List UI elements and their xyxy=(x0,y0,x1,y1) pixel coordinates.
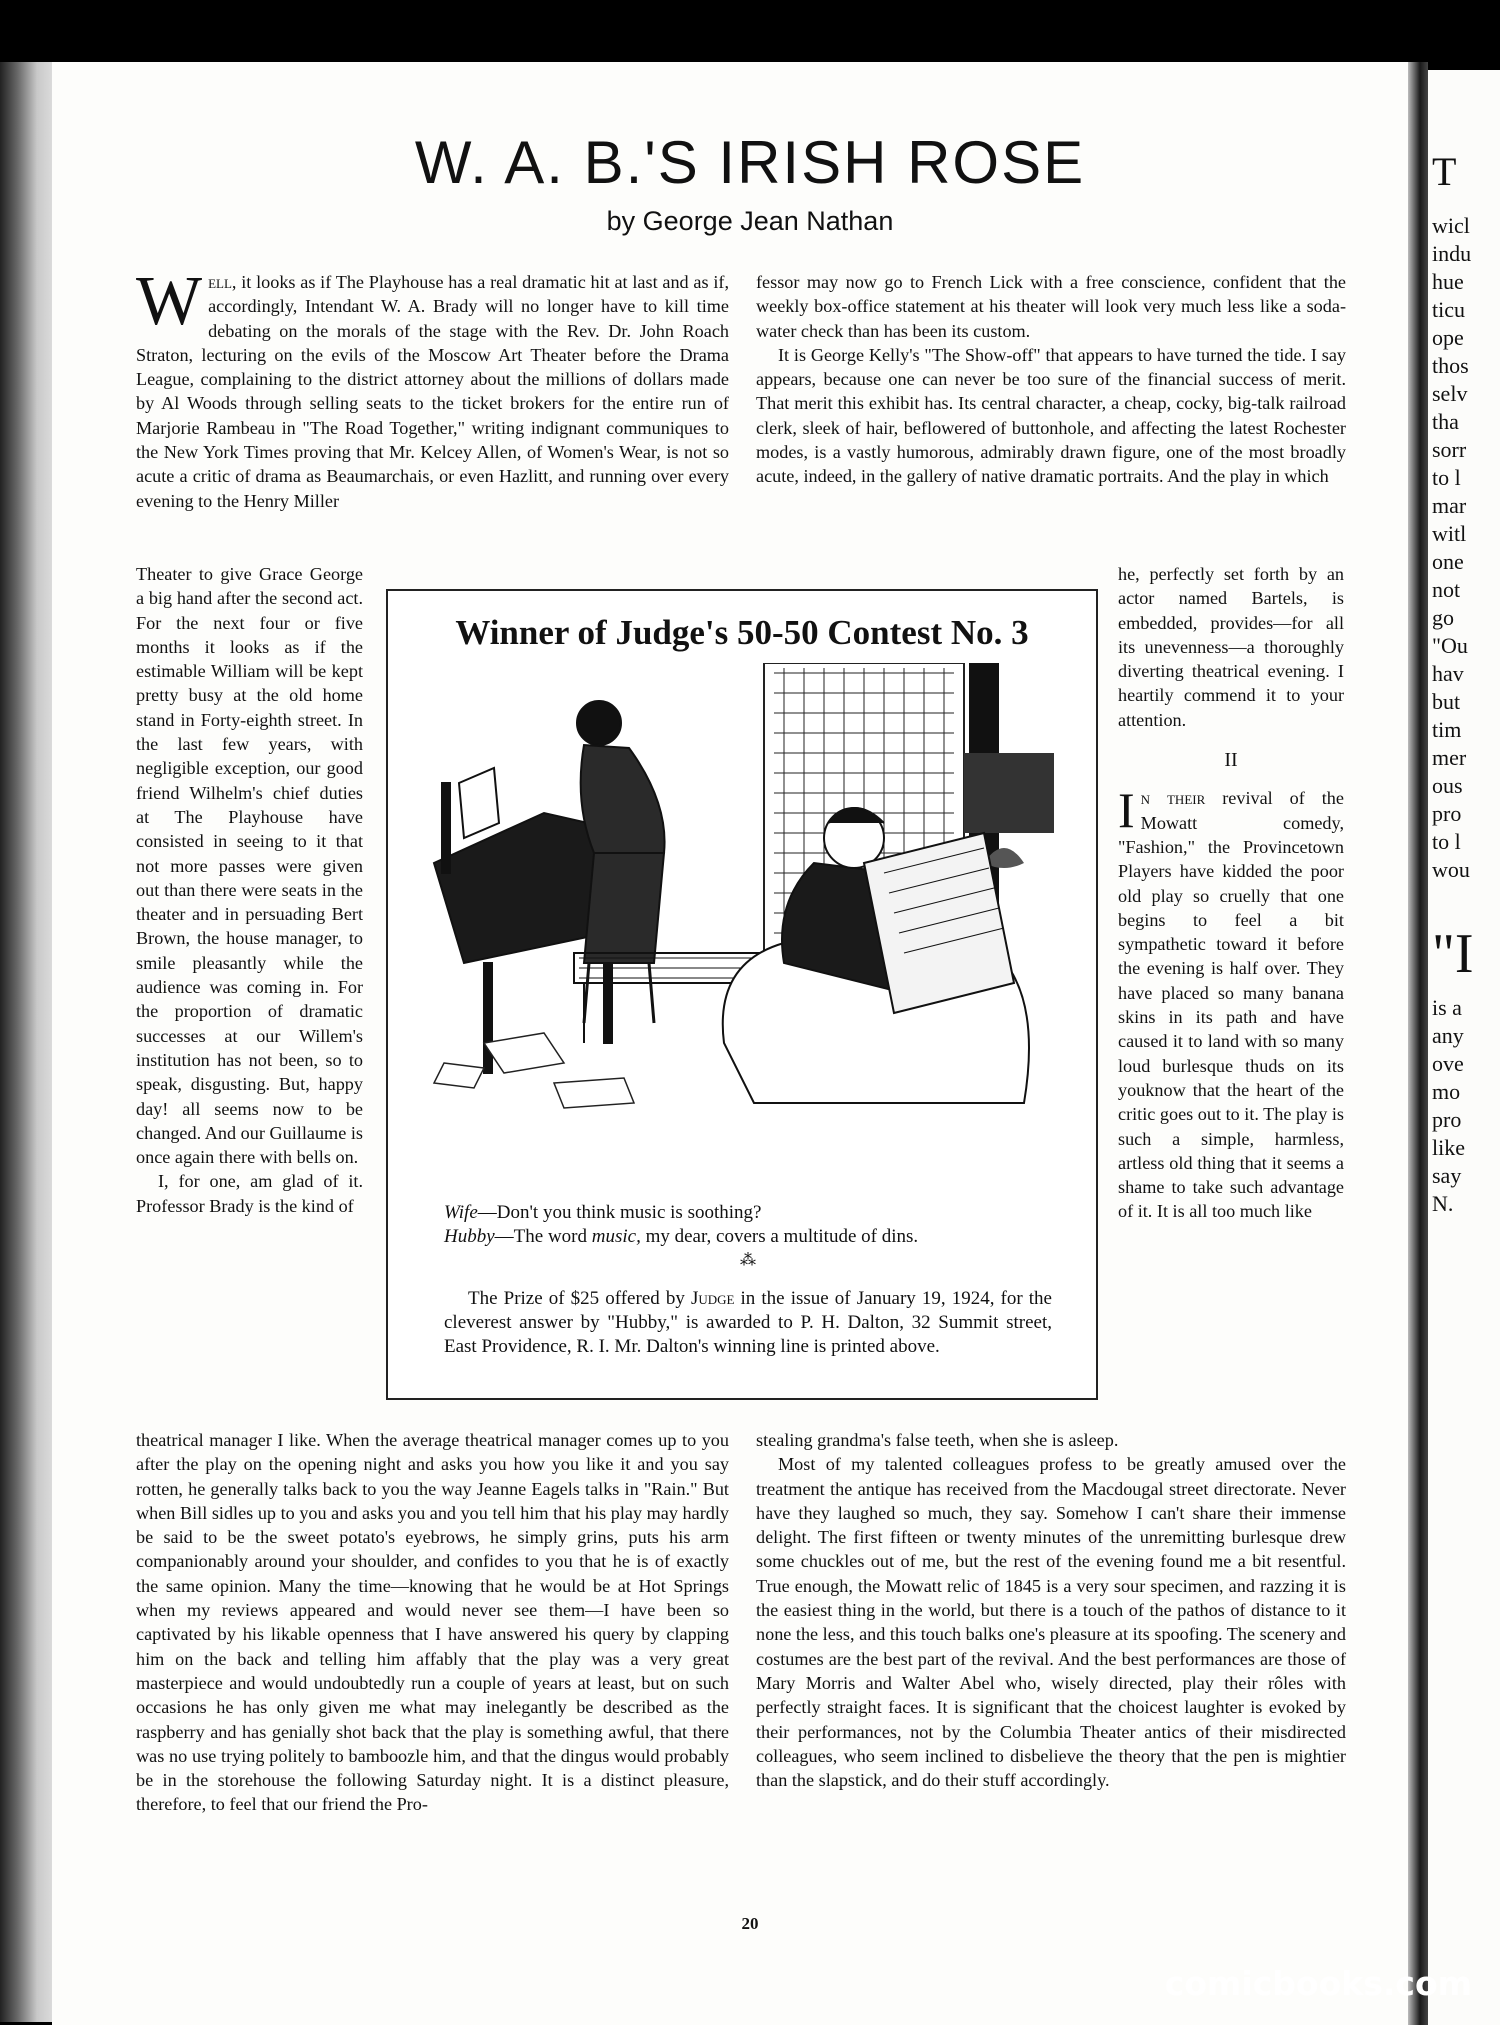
next-page-fragment: any xyxy=(1432,1023,1464,1048)
column-2-top xyxy=(756,270,1346,489)
page-number: 20 xyxy=(741,1914,759,1933)
column-1-top xyxy=(136,263,729,513)
next-page-fragment: indu xyxy=(1432,241,1472,266)
paragraph: Most of my talented colleagues profess to be greatly amused over the treatment the antique has received from the Macdougal street directorate. Never have they laughed so much, they say. Somehow I can't share their immense delight. The first fifteen or twenty minutes of the unremitting burlesque drew some chuckles out of me, but the rest of the evening found me a bit resentful. True enough, the Mowatt relic of 1845 is a very sour specimen, and razzing it is the easiest thing in the world, but there is a touch of the pathos of distance to it none the less, and this touch balks one's pleasure at its spoofing. The scenery and costumes are the best part of the revival. And the best performances are those of Mary Morris and Walter Abel who, wisely directed, play their rôles with perfectly straight faces. It is significant that the choicest laughter is evoked by their performances, not by the Columbia Theater antics of their misdirected colleagues, who seem inclined to disbelieve the theory that the pen is mightier than the slapstick, and do their stuff accordingly. xyxy=(756,1454,1346,1791)
drop-cap: W xyxy=(136,263,203,340)
paragraph: revival of the Mowatt comedy, "Fashion," the Provincetown Players have kidded the poor old play so cruelly that one begins to feel a bit sympathetic toward it before the evening is half over. They have placed so many banana skins in its path and have caused it to land with so many loud burlesque thuds on its youknow that the heart of the critic goes out to it. The play is such a simple, harmless, artless old thing that it seems a shame to take such advantage of it. It is all too much like xyxy=(1118,788,1344,1222)
paragraph: I, for one, am glad of it. Professor Brady is the kind of xyxy=(136,1171,363,1216)
prize-announcement: The Prize of $25 offered by Judge in the issue of January 19, 1924, for the cleverest answer by "Hubby," is awarded to P. H. Dalton, 32 Summit street, East Providence, R. I. Mr. Dalton's winning line is printed above. xyxy=(444,1288,1052,1357)
next-page-fragment: hue xyxy=(1432,269,1464,294)
next-page-fragment: pro xyxy=(1432,801,1462,826)
next-page-fragment: tim xyxy=(1432,717,1462,742)
contest-box xyxy=(386,589,1098,1400)
next-page-fragment: to l xyxy=(1432,829,1461,854)
article-title: W. A. B.'S IRISH ROSE xyxy=(414,129,1086,196)
column-2-narrow xyxy=(1118,562,1344,1224)
next-page-fragment: selv xyxy=(1432,381,1468,406)
paragraph: he, perfectly set forth by an actor named Bartels, is embedded, provides—for all its unevenness—a thoroughly diverting theatrical evening. I heartily commend it to your attention. xyxy=(1118,564,1344,730)
next-page-quote: "I xyxy=(1432,923,1474,985)
page-gutter xyxy=(1408,62,1428,2025)
section-number: II xyxy=(1224,749,1238,772)
next-page-fragment: to l xyxy=(1432,465,1461,490)
next-page-fragment: hav xyxy=(1432,661,1464,686)
next-page-fragment: wicl xyxy=(1432,213,1470,238)
next-page-fragment: go xyxy=(1432,605,1454,630)
next-page-fragment: N. xyxy=(1432,1191,1454,1216)
wife-label: Wife xyxy=(444,1202,478,1223)
illustration-piano-scene xyxy=(424,663,1060,1193)
next-page-fragment: one xyxy=(1432,549,1464,574)
next-page-fragment: "Ou xyxy=(1432,633,1468,658)
next-page-fragment: not xyxy=(1432,577,1461,602)
next-page-fragment: say xyxy=(1432,1163,1462,1188)
next-page-fragment: sorr xyxy=(1432,437,1467,462)
hubby-label: Hubby xyxy=(444,1226,495,1247)
contest-heading: Winner of Judge's 50-50 Contest No. 3 xyxy=(455,613,1029,652)
paragraph: fessor may now go to French Lick with a free conscience, confident that the weekly box-office statement at his theater will look very much less like a soda-water check than has been its custom. xyxy=(756,272,1346,341)
column-2-bottom xyxy=(756,1428,1346,1792)
cartoon-caption xyxy=(444,1201,1054,1273)
next-page-fragment: ticu xyxy=(1432,297,1465,322)
next-page-fragment: thos xyxy=(1432,353,1469,378)
next-page-fragment: witl xyxy=(1432,521,1467,546)
next-page-fragment: mo xyxy=(1432,1079,1461,1104)
next-page-fragment: ove xyxy=(1432,1051,1464,1076)
next-page-fragment: ope xyxy=(1432,325,1464,350)
column-1-narrow xyxy=(136,562,363,1218)
paragraph: Theater to give Grace George a big hand after the second act. For the next four or five months it looks as if the estimable William will be kept pretty busy at the old home stand in Forty-eighth street. In the last few years, with negligible exception, our good friend Wilhelm's chief duties at The Playhouse have consisted in seeing to it that not more passes were given out than there were seats in the theater and in persuading Bert Brown, the house manager, to smile pleasantly while the audience was coming in. For the proportion of dramatic successes at our Willem's institution has not been, so to speak, disgusting. But, happy day! all seems now to be changed. And our Guillaume is once again there with bells on. xyxy=(136,564,363,1168)
next-page-fragment: is a xyxy=(1432,995,1462,1020)
article-byline: by George Jean Nathan xyxy=(606,206,894,236)
judge-name: Judge xyxy=(690,1288,735,1309)
drop-cap: I xyxy=(1118,782,1135,839)
paragraph: It is George Kelly's "The Show-off" that appears to have turned the tide. I say appears, because one can never be too sure of the financial success of merit. That merit this exhibit has. Its central character, a cheap, cocky, big-talk railroad clerk, sleek of hair, beflowered of buttonhole, and affecting the latest Rochester modes, is a vastly humorous, admirably drawn figure, one of the most broadly acute, indeed, in the gallery of native dramatic portraits. And the play in which xyxy=(756,344,1346,487)
paragraph: theatrical manager I like. When the average theatrical manager comes up to you after the play on the opening night and asks you how you like it and you say rotten, he generally talks back to you the way Jeanne Eagels talks in "Rain." But when Bill sidles up to you and asks you and you tell him that his play may hardly be said to be the sweet potato's eyebrows, he simply grins, puts his arm companionably around your shoulder, and confides to you that he is of exactly the same opinion. Many the time—knowing that he would be at Hot Springs when my reviews appeared and would never see them—I have been so captivated by his likable openness that I have answered his query by clapping him on the back and telling him affably that the play was a very great masterpiece and would undoubtedly run a couple of years at least, but on such occasions he has only given me what may inelegantly be described as the raspberry and has genially shot back that the play is something awful, that there was no use trying politely to bamboozle him, and that the dingus would probably be in the storehouse the following Saturday night. It is a distinct pleasure, therefore, to feel that our friend the Pro- xyxy=(136,1430,729,1815)
ornament-stars: ⁂ xyxy=(740,1252,758,1269)
next-page-text-2 xyxy=(1428,994,1500,1218)
next-page-fragment: tha xyxy=(1432,409,1459,434)
next-page-text xyxy=(1428,212,1500,884)
next-page-fragment: ous xyxy=(1432,773,1463,798)
wall-picture xyxy=(964,753,1054,833)
column-1-bottom xyxy=(136,1428,729,1817)
next-page-edge xyxy=(1428,70,1500,2025)
hubby-line: Hubby—The word music, my dear, covers a multitude of dins. xyxy=(444,1226,919,1247)
next-page-fragment: but xyxy=(1432,689,1461,714)
intro-paragraph: it looks as if The Playhouse has a real dramatic hit at last and as if, accordingly, Intendant W. A. Brady will no longer have to kill time debating on the morals of the stage with the Rev. Dr. John Roach Straton, lecturing on the evils of the Moscow Art Theater before the Drama League, complaining to the district attorney about the millions of dollars made by Al Woods through selling seats to the ticket brokers for the entire run of Marjorie Rambeau in "The Road Together," writing indignant communiques to the New York Times proving that Mr. Kelcey Allen, of Women's Wear, is not so acute a critic of drama as Beaumarchais, or even Hazlitt, and running over every evening to the Henry Miller xyxy=(136,272,729,511)
site-watermark: comicbooks.com xyxy=(1164,1964,1472,2003)
next-page-fragment: mar xyxy=(1432,493,1467,518)
next-page-fragment: mer xyxy=(1432,745,1467,770)
wife-line: Wife—Don't you think music is soothing? xyxy=(444,1202,762,1223)
next-page-fragment: pro xyxy=(1432,1107,1462,1132)
next-page-fragment: wou xyxy=(1432,857,1470,882)
intro-small-caps: ell, xyxy=(208,272,237,292)
next-page-title-fragment: T xyxy=(1432,149,1457,194)
next-page-fragment: like xyxy=(1432,1135,1465,1160)
small-caps-lead: n their xyxy=(1140,788,1206,809)
paragraph: stealing grandma's false teeth, when she is asleep. xyxy=(756,1430,1119,1450)
